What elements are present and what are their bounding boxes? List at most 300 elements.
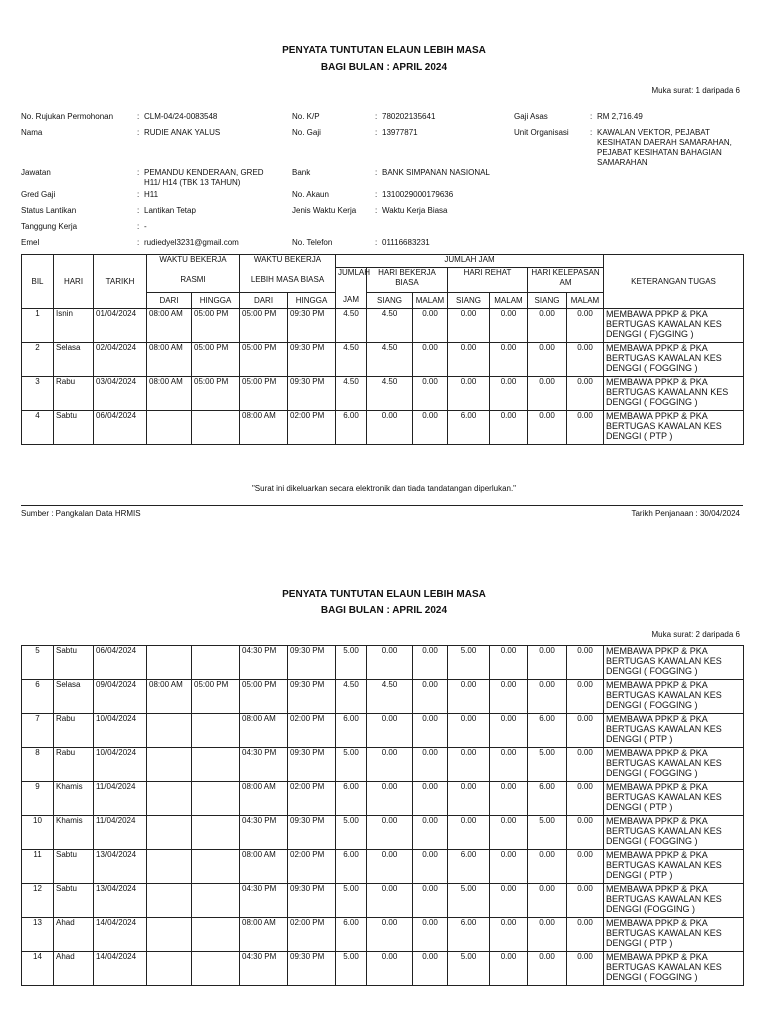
cell-hk-siang: 5.00 — [528, 748, 567, 782]
cell-hari: Ahad — [54, 918, 94, 952]
cell-rasmi-dari — [147, 850, 192, 884]
cell-keterangan: MEMBAWA PPKP & PKA BERTUGAS KAWALAN KES DENGGI ( FOGGING ) — [604, 646, 744, 680]
header-siang: SIANG — [448, 293, 490, 309]
cell-tarikh: 11/04/2024 — [94, 782, 147, 816]
header-siang: SIANG — [528, 293, 567, 309]
table-row — [22, 309, 744, 343]
cell-jumlah-jam: 5.00 — [336, 816, 367, 850]
cell-rasmi-hingga — [192, 884, 240, 918]
header-jumlah: JUMLAH — [336, 268, 367, 293]
cell-hk-siang: 0.00 — [528, 411, 567, 445]
cell-rasmi-dari: 08:00 AM — [147, 680, 192, 714]
cell-lmb-dari: 05:00 PM — [240, 680, 288, 714]
cell-lmb-dari: 08:00 AM — [240, 782, 288, 816]
cell-hk-siang: 0.00 — [528, 680, 567, 714]
page-subtitle: BAGI BULAN : APRIL 2024 — [320, 605, 448, 616]
cell-tarikh: 11/04/2024 — [94, 816, 147, 850]
cell-rasmi-dari: 08:00 AM — [147, 343, 192, 377]
cell-lmb-dari: 05:00 PM — [240, 309, 288, 343]
header-malam: MALAM — [413, 293, 448, 309]
cell-hk-siang: 5.00 — [528, 816, 567, 850]
cell-bil: 14 — [22, 952, 54, 986]
telefon-label: No. Telefon — [292, 238, 333, 247]
cell-hari: Rabu — [54, 714, 94, 748]
cell-jumlah-jam: 4.50 — [336, 377, 367, 411]
header-malam: MALAM — [567, 293, 604, 309]
cell-hr-siang: 5.00 — [448, 646, 490, 680]
cell-bil: 2 — [22, 343, 54, 377]
cell-hbb-siang: 0.00 — [367, 850, 413, 884]
cell-bil: 10 — [22, 816, 54, 850]
cell-keterangan: MEMBAWA PPKP & PKA BERTUGAS KAWALANN KES DENGGI ( FOGGING ) — [604, 377, 744, 411]
cell-hbb-siang: 0.00 — [367, 411, 413, 445]
cell-keterangan: MEMBAWA PPKP & PKA BERTUGAS KAWALAN KES DENGGI (FOGGING ) — [604, 884, 744, 918]
footer-divider — [21, 505, 743, 506]
jenis-value: Waktu Kerja Biasa — [382, 206, 448, 215]
cell-rasmi-dari — [147, 714, 192, 748]
cell-rasmi-dari — [147, 952, 192, 986]
cell-rasmi-dari: 08:00 AM — [147, 377, 192, 411]
cell-tarikh: 13/04/2024 — [94, 850, 147, 884]
header-hari-rehat: HARI REHAT — [448, 268, 528, 293]
cell-hbb-malam: 0.00 — [413, 748, 448, 782]
page-number: Muka surat: 2 daripada 6 — [651, 630, 740, 639]
cell-hbb-siang: 0.00 — [367, 714, 413, 748]
cell-keterangan: MEMBAWA PPKP & PKA BERTUGAS KAWALAN KES DENGGI ( FOGGING ) — [604, 816, 744, 850]
cell-hk-malam: 0.00 — [567, 816, 604, 850]
cell-hari: Rabu — [54, 748, 94, 782]
cell-hari: Ahad — [54, 952, 94, 986]
cell-jumlah-jam: 6.00 — [336, 918, 367, 952]
cell-lmb-hingga: 09:30 PM — [288, 680, 336, 714]
cell-hbb-malam: 0.00 — [413, 411, 448, 445]
status-label: Status Lantikan — [21, 206, 77, 215]
cell-hk-malam: 0.00 — [567, 782, 604, 816]
bank-value: BANK SIMPANAN NASIONAL — [382, 168, 490, 177]
cell-hk-malam: 0.00 — [567, 850, 604, 884]
cell-bil: 1 — [22, 309, 54, 343]
overtime-table-1 — [21, 254, 744, 458]
cell-hbb-malam: 0.00 — [413, 850, 448, 884]
cell-hr-malam: 0.00 — [490, 680, 528, 714]
cell-lmb-hingga: 02:00 PM — [288, 411, 336, 445]
colon: : — [137, 206, 140, 215]
cell-keterangan: MEMBAWA PPKP & PKA BERTUGAS KAWALAN KES DENGGI ( FOGGING ) — [604, 343, 744, 377]
cell-hk-malam: 0.00 — [567, 952, 604, 986]
cell-hr-siang: 0.00 — [448, 309, 490, 343]
colon: : — [137, 112, 140, 121]
cell-jumlah-jam: 4.50 — [336, 309, 367, 343]
gaji-value: 13977871 — [382, 128, 418, 137]
cell-keterangan: MEMBAWA PPKP & PKA BERTUGAS KAWALAN KES DENGGI ( PTP ) — [604, 411, 744, 445]
cell-bil: 7 — [22, 714, 54, 748]
cell-hr-siang: 0.00 — [448, 377, 490, 411]
cell-keterangan: MEMBAWA PPKP & PKA BERTUGAS KAWALAN KES DENGGI ( FOGGING ) — [604, 748, 744, 782]
cell-hk-siang: 0.00 — [528, 309, 567, 343]
cell-keterangan: MEMBAWA PPKP & PKA BERTUGAS KAWALAN KES DENGGI ( PTP ) — [604, 850, 744, 884]
cell-hk-siang: 6.00 — [528, 782, 567, 816]
cell-hk-siang: 6.00 — [528, 714, 567, 748]
cell-bil: 4 — [22, 411, 54, 445]
cell-hr-siang: 0.00 — [448, 680, 490, 714]
cell-rasmi-dari — [147, 816, 192, 850]
emel-value: rudiedyel3231@gmail.com — [144, 238, 239, 247]
cell-jumlah-jam: 6.00 — [336, 411, 367, 445]
colon: : — [590, 112, 593, 121]
jenis-label: Jenis Waktu Kerja — [292, 206, 357, 215]
cell-keterangan: MEMBAWA PPKP & PKA BERTUGAS KAWALAN KES DENGGI ( PTP ) — [604, 782, 744, 816]
cell-hk-siang: 0.00 — [528, 343, 567, 377]
cell-hbb-malam: 0.00 — [413, 816, 448, 850]
cell-bil: 13 — [22, 918, 54, 952]
cell-hr-malam: 0.00 — [490, 850, 528, 884]
cell-hari: Selasa — [54, 343, 94, 377]
cell-tarikh: 01/04/2024 — [94, 309, 147, 343]
cell-hbb-malam: 0.00 — [413, 309, 448, 343]
cell-tarikh: 14/04/2024 — [94, 952, 147, 986]
cell-hr-siang: 0.00 — [448, 343, 490, 377]
cell-hr-siang: 5.00 — [448, 952, 490, 986]
cell-tarikh: 03/04/2024 — [94, 377, 147, 411]
cell-hr-malam: 0.00 — [490, 714, 528, 748]
cell-hr-siang: 6.00 — [448, 411, 490, 445]
header-jumlah-jam: JUMLAH JAM — [336, 255, 604, 268]
akaun-value: 1310029000179636 — [382, 190, 454, 199]
cell-lmb-dari: 04:30 PM — [240, 646, 288, 680]
colon: : — [137, 238, 140, 247]
colon: : — [137, 128, 140, 137]
cell-tarikh: 10/04/2024 — [94, 748, 147, 782]
cell-lmb-dari: 04:30 PM — [240, 952, 288, 986]
cell-hbb-siang: 0.00 — [367, 816, 413, 850]
cell-keterangan: MEMBAWA PPKP & PKA BERTUGAS KAWALAN KES DENGGI ( FOGGING ) — [604, 680, 744, 714]
header-dari: DARI — [240, 293, 288, 309]
cell-hari: Sabtu — [54, 411, 94, 445]
cell-lmb-hingga: 09:30 PM — [288, 377, 336, 411]
colon: : — [590, 128, 593, 137]
cell-bil: 3 — [22, 377, 54, 411]
cell-bil: 11 — [22, 850, 54, 884]
cell-lmb-dari: 08:00 AM — [240, 918, 288, 952]
jawatan-label: Jawatan — [21, 168, 51, 177]
tanggung-value: - — [144, 222, 147, 231]
cell-rasmi-dari — [147, 918, 192, 952]
cell-rasmi-hingga — [192, 918, 240, 952]
cell-hr-malam: 0.00 — [490, 782, 528, 816]
cell-rasmi-hingga: 05:00 PM — [192, 343, 240, 377]
colon: : — [375, 238, 378, 247]
header-hari-kelepasan-am: HARI KELEPASAN AM — [528, 268, 604, 293]
colon: : — [375, 206, 378, 215]
table-row — [22, 748, 744, 782]
cell-jumlah-jam: 5.00 — [336, 884, 367, 918]
colon: : — [375, 190, 378, 199]
cell-hr-siang: 0.00 — [448, 748, 490, 782]
cell-hr-malam: 0.00 — [490, 411, 528, 445]
cell-rasmi-dari — [147, 884, 192, 918]
cell-jumlah-jam: 6.00 — [336, 714, 367, 748]
header-hari: HARI — [54, 255, 94, 309]
colon: : — [137, 222, 140, 231]
cell-hk-malam: 0.00 — [567, 411, 604, 445]
cell-hk-siang: 0.00 — [528, 646, 567, 680]
cell-lmb-hingga: 09:30 PM — [288, 952, 336, 986]
tanggung-label: Tanggung Kerja — [21, 222, 78, 231]
cell-rasmi-hingga — [192, 782, 240, 816]
table-row — [22, 782, 744, 816]
cell-hk-siang: 0.00 — [528, 952, 567, 986]
table-row — [22, 816, 744, 850]
header-tarikh: TARIKH — [94, 255, 147, 309]
unit-value: KAWALAN VEKTOR, PEJABAT KESIHATAN DAERAH SAMARAHAN, PEJABAT KESIHATAN BAHAGIAN SAMARAHAN — [597, 128, 732, 167]
cell-hk-malam: 0.00 — [567, 309, 604, 343]
cell-hr-malam: 0.00 — [490, 884, 528, 918]
cell-rasmi-hingga: 05:00 PM — [192, 377, 240, 411]
table-row — [22, 377, 744, 411]
header-hingga: HINGGA — [192, 293, 240, 309]
cell-rasmi-dari — [147, 646, 192, 680]
header-siang: SIANG — [367, 293, 413, 309]
cell-rasmi-hingga — [192, 714, 240, 748]
cell-hr-siang: 6.00 — [448, 850, 490, 884]
cell-hbb-malam: 0.00 — [413, 952, 448, 986]
jawatan-value: PEMANDU KENDERAAN, GRED H11/ H14 (TBK 13 TAHUN) — [144, 168, 264, 187]
cell-hbb-siang: 0.00 — [367, 918, 413, 952]
page-title: PENYATA TUNTUTAN ELAUN LEBIH MASA — [282, 45, 486, 56]
cell-hr-malam: 0.00 — [490, 748, 528, 782]
table-row — [22, 646, 744, 680]
kp-label: No. K/P — [292, 112, 320, 121]
cell-hk-malam: 0.00 — [567, 884, 604, 918]
cell-keterangan: MEMBAWA PPKP & PKA BERTUGAS KAWALAN KES DENGGI ( PTP ) — [604, 714, 744, 748]
header-lebih-masa-biasa: LEBIH MASA BIASA — [240, 268, 336, 293]
cell-tarikh: 09/04/2024 — [94, 680, 147, 714]
cell-lmb-hingga: 02:00 PM — [288, 714, 336, 748]
cell-hari: Rabu — [54, 377, 94, 411]
cell-rasmi-dari — [147, 748, 192, 782]
cell-rasmi-hingga — [192, 748, 240, 782]
table-row — [22, 884, 744, 918]
cell-tarikh: 14/04/2024 — [94, 918, 147, 952]
cell-rasmi-hingga — [192, 952, 240, 986]
cell-jumlah-jam: 5.00 — [336, 748, 367, 782]
header-malam: MALAM — [490, 293, 528, 309]
header-hari-bekerja-biasa: HARI BEKERJA BIASA — [367, 268, 448, 293]
cell-jumlah-jam: 5.00 — [336, 646, 367, 680]
cell-lmb-dari: 08:00 AM — [240, 411, 288, 445]
cell-hbb-malam: 0.00 — [413, 918, 448, 952]
cell-bil: 8 — [22, 748, 54, 782]
header-keterangan: KETERANGAN TUGAS — [604, 255, 744, 309]
electronic-notice: "Surat ini dikeluarkan secara elektronik dan tiada tandatangan diperlukan." — [251, 484, 517, 493]
cell-tarikh: 13/04/2024 — [94, 884, 147, 918]
cell-lmb-hingga: 02:00 PM — [288, 850, 336, 884]
cell-hr-siang: 6.00 — [448, 918, 490, 952]
page-subtitle: BAGI BULAN : APRIL 2024 — [320, 62, 448, 73]
cell-rasmi-hingga — [192, 646, 240, 680]
gred-value: H11 — [144, 190, 159, 199]
cell-jumlah-jam: 6.00 — [336, 782, 367, 816]
cell-lmb-dari: 04:30 PM — [240, 748, 288, 782]
cell-hk-malam: 0.00 — [567, 680, 604, 714]
cell-hk-malam: 0.00 — [567, 918, 604, 952]
cell-lmb-dari: 05:00 PM — [240, 377, 288, 411]
cell-hbb-siang: 4.50 — [367, 343, 413, 377]
footer-source: Sumber : Pangkalan Data HRMIS — [21, 509, 141, 518]
cell-jumlah-jam: 4.50 — [336, 680, 367, 714]
cell-hbb-siang: 0.00 — [367, 884, 413, 918]
cell-hari: Sabtu — [54, 850, 94, 884]
cell-lmb-hingga: 02:00 PM — [288, 918, 336, 952]
cell-tarikh: 10/04/2024 — [94, 714, 147, 748]
cell-hr-siang: 0.00 — [448, 782, 490, 816]
table-row — [22, 680, 744, 714]
cell-hari: Selasa — [54, 680, 94, 714]
cell-hk-siang: 0.00 — [528, 918, 567, 952]
cell-lmb-hingga: 09:30 PM — [288, 884, 336, 918]
cell-bil: 9 — [22, 782, 54, 816]
header-waktu-bekerja: WAKTU BEKERJA — [147, 255, 240, 268]
cell-bil: 12 — [22, 884, 54, 918]
cell-hbb-siang: 0.00 — [367, 952, 413, 986]
header-rasmi: RASMI — [147, 268, 240, 293]
cell-hr-malam: 0.00 — [490, 952, 528, 986]
cell-rasmi-hingga — [192, 411, 240, 445]
akaun-label: No. Akaun — [292, 190, 329, 199]
cell-hr-malam: 0.00 — [490, 646, 528, 680]
cell-keterangan: MEMBAWA PPKP & PKA BERTUGAS KAWALAN KES DENGGI ( FOGGING ) — [604, 952, 744, 986]
cell-jumlah-jam: 5.00 — [336, 952, 367, 986]
cell-bil: 6 — [22, 680, 54, 714]
cell-hk-malam: 0.00 — [567, 714, 604, 748]
cell-hr-siang: 0.00 — [448, 816, 490, 850]
cell-rasmi-dari — [147, 782, 192, 816]
unit-label: Unit Organisasi — [514, 128, 569, 137]
cell-hr-malam: 0.00 — [490, 816, 528, 850]
cell-rasmi-hingga — [192, 816, 240, 850]
rujukan-label: No. Rujukan Permohonan — [21, 112, 114, 121]
cell-hbb-malam: 0.00 — [413, 343, 448, 377]
kp-value: 780202135641 — [382, 112, 436, 121]
cell-hbb-siang: 4.50 — [367, 309, 413, 343]
cell-lmb-dari: 04:30 PM — [240, 816, 288, 850]
rujukan-value: CLM-04/24-0083548 — [144, 112, 218, 121]
cell-bil: 5 — [22, 646, 54, 680]
colon: : — [375, 168, 378, 177]
nama-label: Nama — [21, 128, 43, 137]
cell-hari: Sabtu — [54, 646, 94, 680]
emel-label: Emel — [21, 238, 40, 247]
cell-hr-siang: 5.00 — [448, 884, 490, 918]
cell-hr-malam: 0.00 — [490, 343, 528, 377]
cell-lmb-dari: 08:00 AM — [240, 714, 288, 748]
cell-lmb-hingga: 09:30 PM — [288, 816, 336, 850]
cell-rasmi-hingga — [192, 850, 240, 884]
cell-hk-malam: 0.00 — [567, 343, 604, 377]
header-dari: DARI — [147, 293, 192, 309]
cell-hr-malam: 0.00 — [490, 918, 528, 952]
cell-hr-siang: 0.00 — [448, 714, 490, 748]
cell-hari: Sabtu — [54, 884, 94, 918]
cell-hbb-malam: 0.00 — [413, 646, 448, 680]
nama-value: RUDIE ANAK YALUS — [144, 128, 221, 137]
table-row — [22, 714, 744, 748]
cell-hk-malam: 0.00 — [567, 646, 604, 680]
cell-rasmi-dari — [147, 411, 192, 445]
gaji-asas-label: Gaji Asas — [514, 112, 548, 121]
header-waktu-bekerja-2: WAKTU BEKERJA — [240, 255, 336, 268]
cell-keterangan: MEMBAWA PPKP & PKA BERTUGAS KAWALAN KES DENGGI ( PTP ) — [604, 918, 744, 952]
gaji-asas-value: RM 2,716.49 — [597, 112, 643, 121]
cell-hari: Khamis — [54, 816, 94, 850]
cell-rasmi-hingga: 05:00 PM — [192, 680, 240, 714]
page-title: PENYATA TUNTUTAN ELAUN LEBIH MASA — [282, 589, 486, 600]
cell-hbb-malam: 0.00 — [413, 782, 448, 816]
cell-lmb-hingga: 09:30 PM — [288, 309, 336, 343]
cell-hr-malam: 0.00 — [490, 309, 528, 343]
cell-hbb-malam: 0.00 — [413, 884, 448, 918]
table-row — [22, 918, 744, 952]
cell-lmb-dari: 05:00 PM — [240, 343, 288, 377]
cell-hari: Khamis — [54, 782, 94, 816]
cell-hbb-siang: 4.50 — [367, 680, 413, 714]
cell-lmb-hingga: 09:30 PM — [288, 343, 336, 377]
cell-hr-malam: 0.00 — [490, 377, 528, 411]
header-jam: JAM — [336, 293, 367, 309]
colon: : — [137, 190, 140, 199]
cell-tarikh: 06/04/2024 — [94, 411, 147, 445]
cell-jumlah-jam: 6.00 — [336, 850, 367, 884]
cell-jumlah-jam: 4.50 — [336, 343, 367, 377]
cell-hbb-siang: 0.00 — [367, 646, 413, 680]
table-row — [22, 952, 744, 986]
cell-rasmi-dari: 08:00 AM — [147, 309, 192, 343]
cell-rasmi-hingga: 05:00 PM — [192, 309, 240, 343]
colon: : — [375, 128, 378, 137]
cell-hbb-malam: 0.00 — [413, 377, 448, 411]
cell-hk-malam: 0.00 — [567, 748, 604, 782]
cell-hbb-malam: 0.00 — [413, 714, 448, 748]
table-row — [22, 850, 744, 884]
cell-hbb-siang: 0.00 — [367, 748, 413, 782]
cell-hk-siang: 0.00 — [528, 884, 567, 918]
cell-hk-siang: 0.00 — [528, 377, 567, 411]
cell-hbb-siang: 4.50 — [367, 377, 413, 411]
cell-lmb-dari: 08:00 AM — [240, 850, 288, 884]
cell-hbb-malam: 0.00 — [413, 680, 448, 714]
page-number: Muka surat: 1 daripada 6 — [651, 86, 740, 95]
cell-lmb-hingga: 02:00 PM — [288, 782, 336, 816]
table-row — [22, 343, 744, 377]
gaji-label: No. Gaji — [292, 128, 321, 137]
header-bil: BIL — [22, 255, 54, 309]
cell-tarikh: 02/04/2024 — [94, 343, 147, 377]
table-row — [22, 411, 744, 445]
cell-tarikh: 06/04/2024 — [94, 646, 147, 680]
cell-lmb-hingga: 09:30 PM — [288, 646, 336, 680]
status-value: Lantikan Tetap — [144, 206, 196, 215]
colon: : — [137, 168, 140, 177]
cell-hbb-siang: 0.00 — [367, 782, 413, 816]
bank-label: Bank — [292, 168, 311, 177]
colon: : — [375, 112, 378, 121]
cell-hari: Isnin — [54, 309, 94, 343]
footer-date: Tarikh Penjanaan : 30/04/2024 — [631, 509, 740, 518]
telefon-value: 01116683231 — [382, 238, 430, 247]
cell-hk-malam: 0.00 — [567, 377, 604, 411]
cell-keterangan: MEMBAWA PPKP & PKA BERTUGAS KAWALAN KES DENGGI ( F)GGING ) — [604, 309, 744, 343]
header-hingga: HINGGA — [288, 293, 336, 309]
